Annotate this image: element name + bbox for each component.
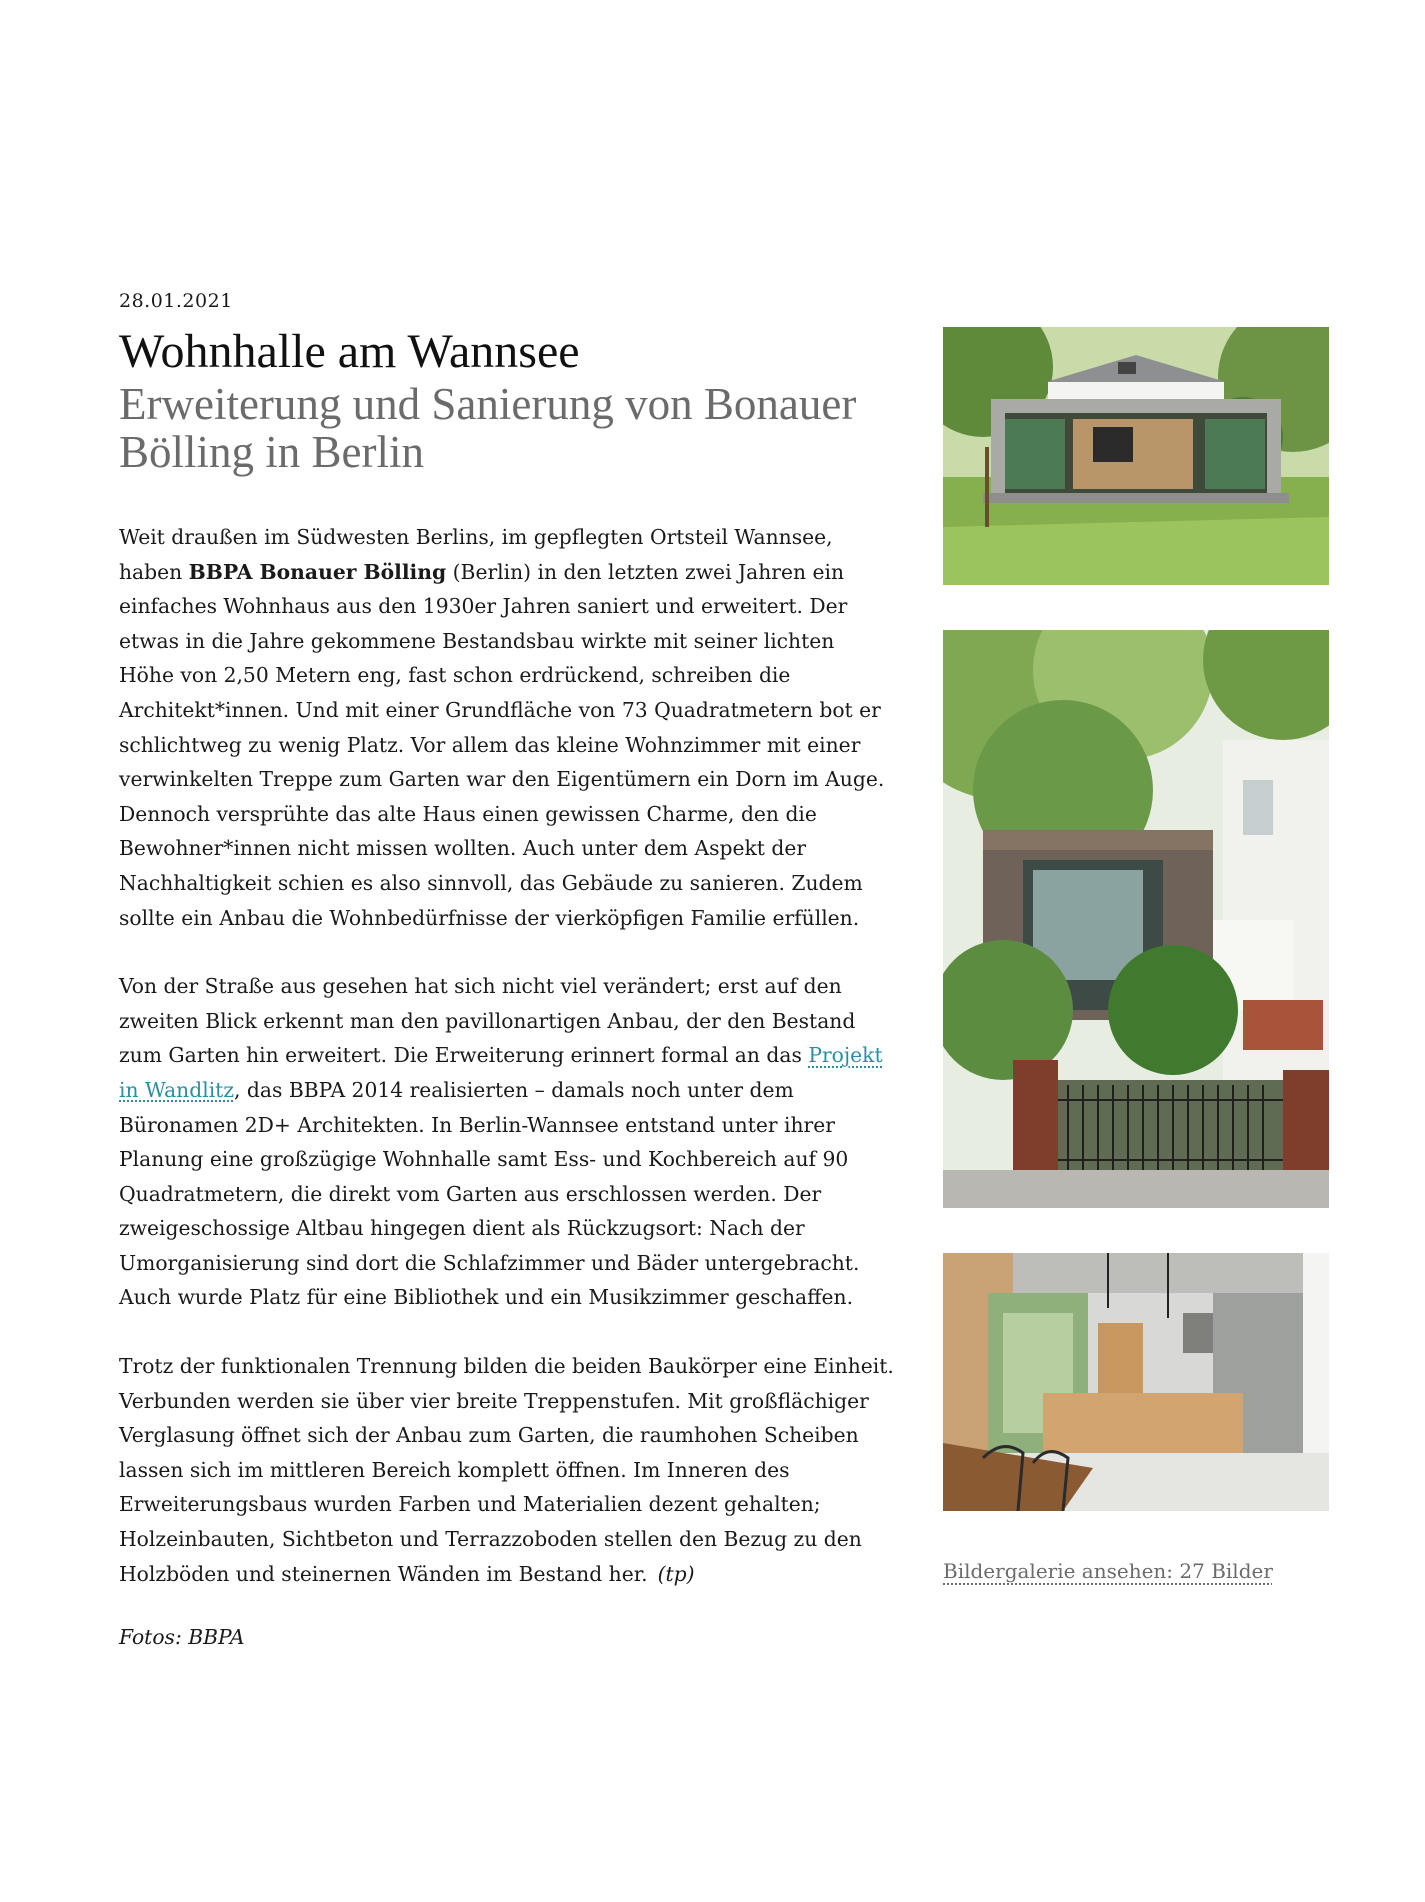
article-body (119, 520, 894, 1591)
paragraph-2-rest: , das BBPA 2014 realisierten – damals noch unter dem Büronamen 2D+ Architekten. In Berlin-Wannsee entstand unter ihrer Planung eine großzügige Wohnhalle samt Ess- und Kochbereich auf 90 Quadratmetern, die direkt vom Garten aus erschlossen werden. Der zweigeschossige Altbau hingegen dient als Rückzugsort: Nach der Umorganisierung sind dort die Schlafzimmer und Bäder untergebracht. Auch wurde Platz für eine Bibliothek und ein Musikzimmer geschaffen. (119, 1077, 860, 1310)
paragraph-3-text: Trotz der funktionalen Trennung bilden die beiden Baukörper eine Einheit. Verbunden werden sie über vier breite Treppenstufen. Mit großflächiger Verglasung öffnet sich der Anbau zum Garten, die raumhohen Scheiben lassen sich im mittleren Bereich komplett öffnen. Im Inneren des Erweiterungsbaus wurden Farben und Materialien dezent gehalten; Holzeinbauten, Sichtbeton und Terrazzoboden stellen den Bezug zu den Holzböden und steinernen Wänden im Bestand her. (119, 1354, 894, 1586)
article-date: 28.01.2021 (119, 290, 233, 312)
kitchen-interior-photo (943, 1253, 1329, 1511)
gallery-photo-kitchen[interactable] (943, 1253, 1329, 1511)
paragraph-3 (119, 1349, 894, 1591)
article-subtitle: Erweiterung und Sanierung von Bonauer Bölling in Berlin (119, 379, 857, 477)
gallery-photo-pavilion[interactable] (943, 327, 1329, 585)
garden-pavilion-photo (943, 327, 1329, 585)
paragraph-1 (119, 520, 894, 935)
street-gate-photo (943, 630, 1329, 1208)
paragraph-1-rest: (Berlin) in den letzten zwei Jahren ein einfaches Wohnhaus aus den 1930er Jahren saniert und erweitert. Der etwas in die Jahre gekommene Bestandsbau wirkte mit seiner lichten Höhe von 2,50 Metern eng, fast schon erdrückend, schreiben die Architekt*innen. Und mit einer Grundfläche von 73 Quadratmetern bot er schlichtweg zu wenig Platz. Vor allem das kleine Wohnzimmer mit einer verwinkelten Treppe zum Garten war den Eigentümern ein Dorn im Auge. Dennoch versprühte das alte Haus einen gewissen Charme, den die Bewohner*innen nicht missen wollten. Auch unter dem Aspekt der Nachhaltigkeit schien es also sinnvoll, das Gebäude zu sanieren. Zudem sollte ein Anbau die Wohnbedürfnisse der vierköpfigen Familie erfüllen. (119, 559, 885, 930)
gallery-photo-street[interactable] (943, 630, 1329, 1208)
gallery-view-link[interactable]: Bildergalerie ansehen: 27 Bilder (943, 1559, 1273, 1583)
image-gallery (943, 327, 1329, 1583)
project-wandlitz-link[interactable]: Projekt in Wandlitz (119, 1043, 883, 1102)
article (119, 290, 894, 1649)
paragraph-2 (119, 969, 894, 1315)
photo-credits: Fotos: BBPA (119, 1625, 245, 1650)
paragraph-1-intro: Weit draußen im Südwesten Berlins, im gepflegten Ortsteil Wannsee, haben (119, 525, 833, 584)
architect-name: BBPA Bonauer Bölling (188, 559, 447, 584)
author-initials: (tp) (657, 1561, 695, 1586)
article-title: Wohnhalle am Wannsee (119, 325, 580, 378)
paragraph-2-intro: Von der Straße aus gesehen hat sich nicht viel verändert; erst auf den zweiten Blick erkennt man den pavillonartigen Anbau, der den Bestand zum Garten hin erweitert. Die Erweiterung erinnert formal an das (119, 974, 856, 1068)
